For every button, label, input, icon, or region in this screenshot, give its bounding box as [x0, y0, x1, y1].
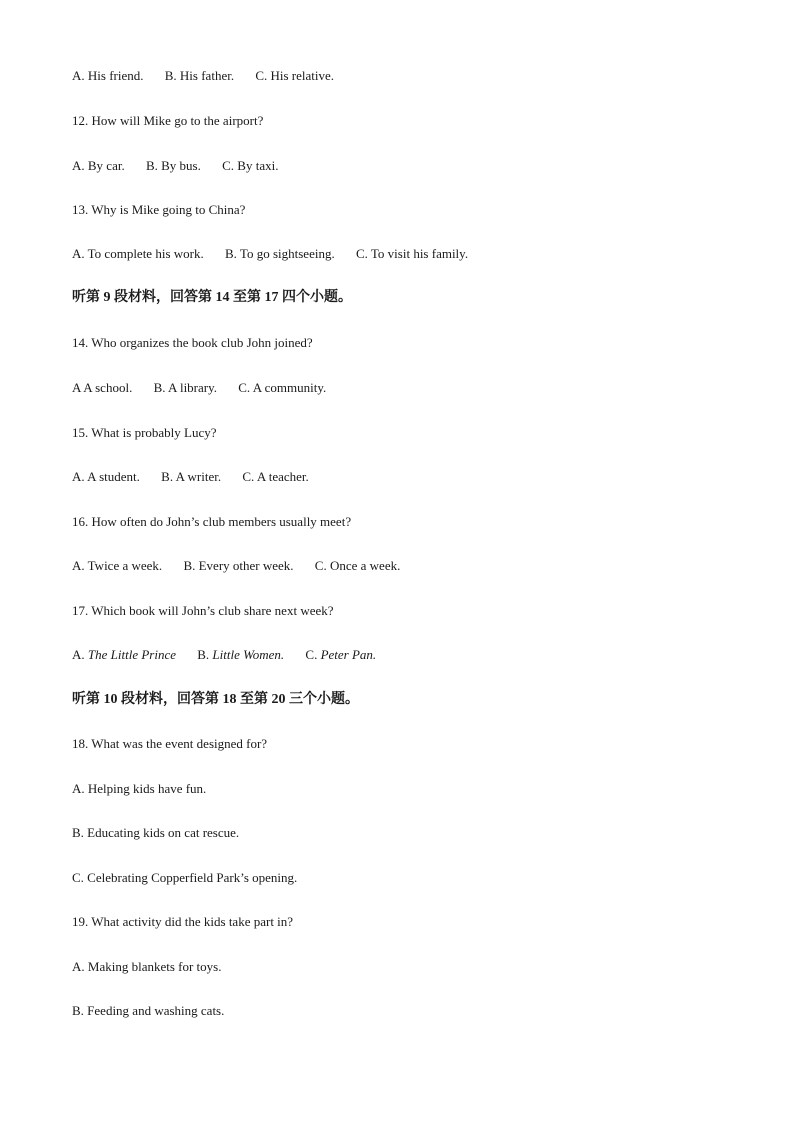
q17-option-a [72, 647, 176, 662]
q15-option-a: A. A student. [72, 469, 140, 484]
q17-options [72, 647, 376, 663]
q17-question: 17. Which book will John’s club share next week? [72, 603, 334, 618]
q15-option-b: B. A writer. [161, 469, 222, 484]
q19-option-a: A. Making blankets for toys. [72, 959, 222, 974]
q17-option-b-letter: B. [197, 647, 210, 662]
q18-option-b: B. Educating kids on cat rescue. [72, 825, 240, 840]
q15-option-c: C. A teacher. [242, 469, 309, 484]
q14-option-c: C. A community. [238, 380, 327, 395]
q13-question: 13. Why is Mike going to China? [72, 202, 246, 217]
q16-option-b: B. Every other week. [183, 558, 294, 573]
q15-question: 15. What is probably Lucy? [72, 425, 217, 440]
q14-option-b: B. A library. [153, 380, 218, 395]
q12-option-b: B. By bus. [145, 158, 201, 173]
q12-options [72, 158, 278, 174]
q12-question: 12. How will Mike go to the airport? [72, 113, 264, 128]
q19-question: 19. What activity did the kids take part in? [72, 914, 294, 929]
section-10-heading: 听第 10 段材料，回答第 18 至第 20 三个小题。 [72, 692, 359, 707]
q16-option-a: A. Twice a week. [72, 558, 163, 573]
q12-option-c: C. By taxi. [222, 158, 279, 173]
q17-option-b [197, 647, 284, 662]
q13-option-a: A. To complete his work. [72, 246, 204, 261]
q14-options [72, 380, 326, 396]
q13-option-b: B. To go sightseeing. [224, 246, 335, 261]
q14-question: 14. Who organizes the book club John joined? [72, 335, 313, 350]
q18-option-a: A. Helping kids have fun. [72, 781, 207, 796]
q17-option-b-title: Little Women. [212, 647, 285, 662]
q16-question: 16. How often do John’s club members usually meet? [72, 514, 352, 529]
q18-option-c: C. Celebrating Copperfield Park’s opening. [72, 870, 298, 885]
q13-option-c: C. To visit his family. [355, 246, 469, 261]
q17-option-c-letter: C. [305, 647, 318, 662]
q17-option-c-title: Peter Pan. [320, 647, 377, 662]
q17-option-a-letter: A. [72, 647, 85, 662]
q14-option-a: A A school. [72, 380, 133, 395]
q11-options [72, 68, 334, 84]
q19-option-b: B. Feeding and washing cats. [72, 1003, 225, 1018]
q11-option-a: A. His friend. [72, 68, 144, 83]
q15-options [72, 469, 309, 485]
section-9-heading: 听第 9 段材料，回答第 14 至第 17 四个小题。 [72, 290, 352, 305]
q11-option-c: C. His relative. [255, 68, 335, 83]
q11-option-b: B. His father. [164, 68, 235, 83]
q13-options [72, 246, 468, 262]
q18-question: 18. What was the event designed for? [72, 736, 268, 751]
q16-options [72, 558, 400, 574]
q12-option-a: A. By car. [72, 158, 125, 173]
q17-option-c [305, 647, 376, 662]
q16-option-c: C. Once a week. [314, 558, 401, 573]
q17-option-a-title: The Little Prince [87, 647, 176, 662]
